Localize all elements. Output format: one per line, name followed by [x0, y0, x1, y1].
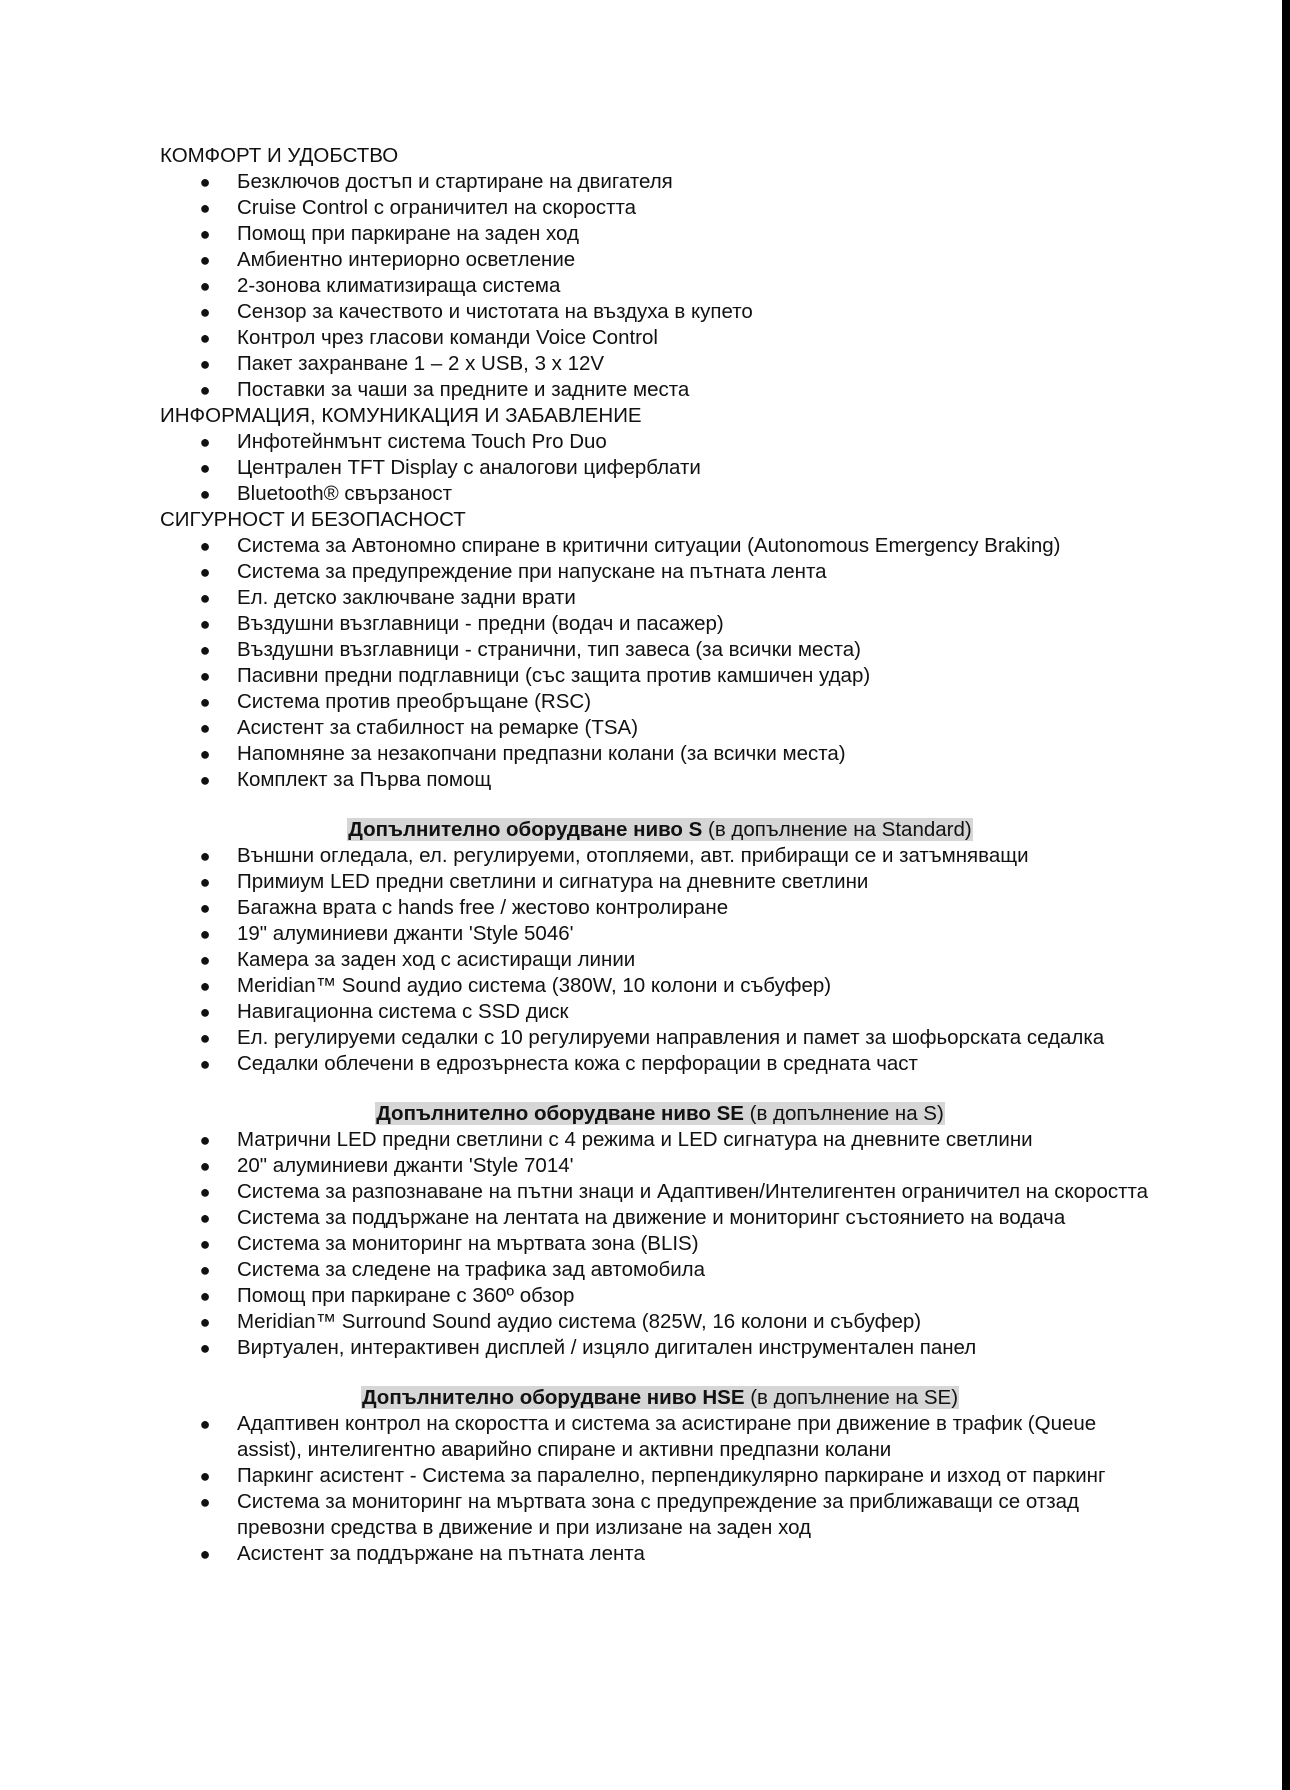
bullet-icon: ● — [199, 562, 211, 582]
bullet-icon: ● — [199, 640, 211, 660]
list-item: ● Контрол чрез гласови команди Voice Control — [199, 326, 658, 349]
list-item: ● Виртуален, интерактивен дисплей / изцяло дигитален инструментален панел — [199, 1336, 977, 1359]
list-item: ● Напомняне за незакопчани предпазни колани (за всички места) — [199, 742, 846, 765]
list-item: ● Поставки за чаши за предните и задните места — [199, 378, 690, 401]
bullet-icon: ● — [199, 924, 211, 944]
section-heading-safety: СИГУРНОСТ И БЕЗОПАСНОСТ — [160, 508, 466, 531]
list-item: ● Асистент за стабилност на ремарке (TSA) — [199, 716, 639, 739]
list-item: ● Камера за заден ход с асистиращи линии — [199, 948, 636, 971]
list-item: ● Bluetooth® свързаност — [199, 482, 453, 505]
list-item: ● Помощ при паркиране с 360º обзор — [199, 1284, 575, 1307]
bullet-icon: ● — [199, 950, 211, 970]
list-item: ● Meridian™ Sound аудио система (380W, 10 колони и събуфер) — [199, 974, 832, 997]
bullet-icon: ● — [199, 328, 211, 348]
list-item: ● Помощ при паркиране на заден ход — [199, 222, 579, 245]
bullet-icon: ● — [199, 1234, 211, 1254]
bullet-icon: ● — [199, 1312, 211, 1332]
bullet-icon: ● — [199, 1414, 211, 1434]
bullet-icon: ● — [199, 172, 211, 192]
bullet-icon: ● — [199, 302, 211, 322]
list-item: ● 20" алуминиеви джанти 'Style 7014' — [199, 1154, 574, 1177]
list-item: ● Ел. регулируеми седалки с 10 регулируеми направления и памет за шофьорската седалка — [199, 1026, 1105, 1049]
bullet-icon: ● — [199, 1286, 211, 1306]
list-item: ● Пакет захранване 1 – 2 х USB, 3 x 12V — [199, 352, 605, 375]
document-page — [160, 143, 1160, 1567]
list-item: ● 2-зонова климатизираща система — [199, 274, 561, 297]
bullet-icon: ● — [199, 1208, 211, 1228]
bullet-icon: ● — [199, 1002, 211, 1022]
section-heading-infotainment: ИНФОРМАЦИЯ, КОМУНИКАЦИЯ И ЗАБАВЛЕНИЕ — [160, 404, 642, 427]
list-item: ● Meridian™ Surround Sound аудио система (825W, 16 колони и събуфер) — [199, 1310, 922, 1333]
bullet-icon: ● — [199, 1260, 211, 1280]
bullet-icon: ● — [199, 770, 211, 790]
list-item: ● Ел. детско заключване задни врати — [199, 586, 576, 609]
bullet-icon: ● — [199, 588, 211, 608]
bullet-icon: ● — [199, 1130, 211, 1150]
bullet-icon: ● — [199, 898, 211, 918]
bullet-icon: ● — [199, 354, 211, 374]
list-item: ● Асистент за поддържане на пътната лента — [199, 1542, 645, 1565]
bullet-icon: ● — [199, 718, 211, 738]
bullet-icon: ● — [199, 536, 211, 556]
list-item: ● Система за поддържане на лентата на движение и мониторинг състоянието на водача — [199, 1206, 1066, 1229]
list-item: ● Външни огледала, ел. регулируеми, отопляеми, авт. прибиращи се и затъмняващи — [199, 844, 1029, 867]
list-item: ● Седалки облечени в едрозърнеста кожа с перфорации в средната част — [199, 1052, 918, 1075]
list-item: ● Пасивни предни подглавници (със защита против камшичен удар) — [199, 664, 871, 687]
level-hse-highlight: Допълнително оборудване ниво HSE (в допълнение на SE) — [361, 1386, 959, 1409]
list-item: ● Система за разпознаване на пътни знаци и Адаптивен/Интелигентен ограничител на скоростта — [199, 1180, 1149, 1203]
bullet-icon: ● — [199, 744, 211, 764]
level-se-heading — [160, 1101, 1160, 1127]
bullet-icon: ● — [199, 1338, 211, 1358]
list-item: ● Система за следене на трафика зад автомобила — [199, 1258, 706, 1281]
bullet-icon: ● — [199, 976, 211, 996]
bullet-icon: ● — [199, 872, 211, 892]
bullet-icon: ● — [199, 458, 211, 478]
list-item: ● Комплект за Първа помощ — [199, 768, 492, 791]
list-item: ● Въздушни възглавници - странични, тип завеса (за всички места) — [199, 638, 861, 661]
bullet-icon: ● — [199, 666, 211, 686]
list-item: ● Безключов достъп и стартиране на двигателя — [199, 170, 673, 193]
bullet-icon: ● — [199, 250, 211, 270]
list-item: ● Въздушни възглавници - предни (водач и пасажер) — [199, 612, 724, 635]
list-item: ● Амбиентно интериорно осветление — [199, 248, 576, 271]
level-s-heading — [160, 817, 1160, 843]
list-item: ● 19" алуминиеви джанти 'Style 5046' — [199, 922, 574, 945]
list-item: ● Инфотейнмънт система Touch Pro Duo — [199, 430, 607, 453]
list-item: ● Централен TFT Display с аналогови циферблати — [199, 456, 701, 479]
page-edge — [1282, 0, 1290, 1790]
safety-list — [160, 533, 1160, 793]
list-item: ● Система за предупреждение при напускане на пътната лента — [199, 560, 827, 583]
bullet-icon: ● — [199, 1544, 211, 1564]
list-item: ● Паркинг асистент - Система за паралелно, перпендикулярно паркиране и изход от паркинг — [199, 1464, 1106, 1487]
bullet-icon: ● — [199, 846, 211, 866]
bullet-icon: ● — [199, 1054, 211, 1074]
list-item: ● Система за мониторинг на мъртвата зона (BLIS) — [199, 1232, 699, 1255]
bullet-icon: ● — [199, 380, 211, 400]
bullet-icon: ● — [199, 692, 211, 712]
list-item: ● Багажна врата с hands free / жестово контролиране — [199, 896, 729, 919]
bullet-icon: ● — [199, 432, 211, 452]
infotainment-list — [160, 429, 1160, 507]
comfort-list — [160, 169, 1160, 403]
level-s-list — [160, 843, 1160, 1077]
list-item: ● Cruise Control с ограничител на скоростта — [199, 196, 637, 219]
list-item: ● Матрични LED предни светлини с 4 режима и LED сигнатура на дневните светлини — [199, 1128, 1033, 1151]
list-item: ● Сензор за качеството и чистотата на въздуха в купето — [199, 300, 753, 323]
bullet-icon: ● — [199, 276, 211, 296]
bullet-icon: ● — [199, 1182, 211, 1202]
bullet-icon: ● — [199, 1492, 211, 1512]
list-item: ● Навигационна система с SSD диск — [199, 1000, 569, 1023]
list-item: ● Адаптивен контрол на скоростта и система за асистиране при движение в трафик (Queue assist), интелигентно аварийно спиране и активни предпазни колани — [199, 1412, 1097, 1461]
list-item: ● Система за Автономно спиране в критични ситуации (Autonomous Emergency Braking) — [199, 534, 1061, 557]
level-se-list — [160, 1127, 1160, 1361]
list-item: ● Примиум LED предни светлини и сигнатура на дневните светлини — [199, 870, 869, 893]
bullet-icon: ● — [199, 484, 211, 504]
level-s-highlight: Допълнително оборудване ниво S (в допълнение на Standard) — [348, 818, 972, 841]
bullet-icon: ● — [199, 224, 211, 244]
bullet-icon: ● — [199, 198, 211, 218]
bullet-icon: ● — [199, 1028, 211, 1048]
level-se-highlight: Допълнително оборудване ниво SE (в допълнение на S) — [376, 1102, 944, 1125]
section-heading-comfort: КОМФОРТ И УДОБСТВО — [160, 144, 399, 167]
bullet-icon: ● — [199, 1466, 211, 1486]
list-item: ● Система против преобръщане (RSC) — [199, 690, 592, 713]
level-hse-list — [160, 1411, 1160, 1567]
level-hse-heading — [160, 1385, 1160, 1411]
bullet-icon: ● — [199, 1156, 211, 1176]
bullet-icon: ● — [199, 614, 211, 634]
list-item: ● Система за мониторинг на мъртвата зона с предупреждение за приближаващи се отзад превозни средства в движение и при излизане на заден ход — [199, 1490, 1079, 1539]
